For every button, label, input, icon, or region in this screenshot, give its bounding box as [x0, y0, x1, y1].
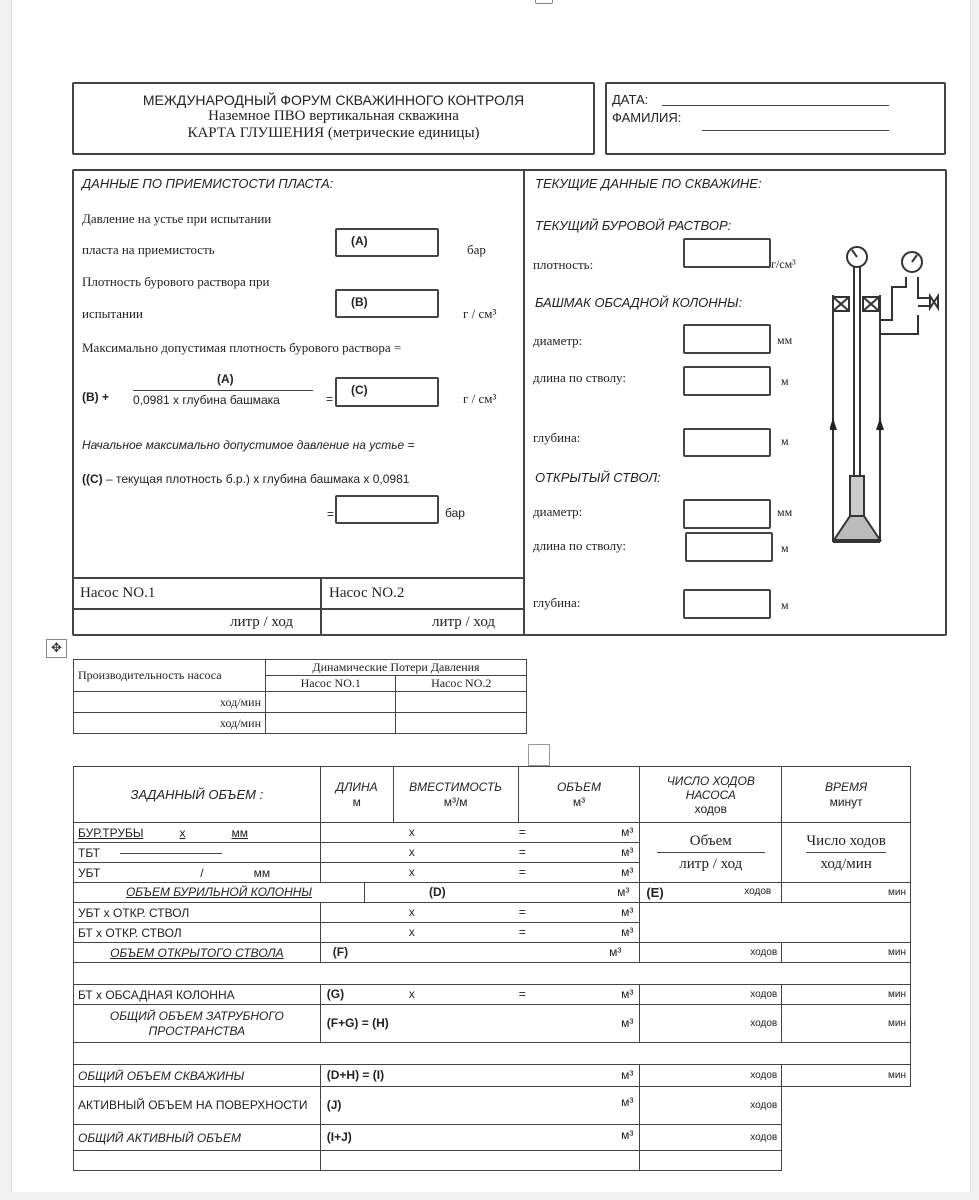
hwdp-label: ТБТ: [78, 845, 100, 860]
spr-p2-cell-1[interactable]: [396, 692, 527, 713]
table-row: [74, 903, 911, 923]
dc-oh-label: УБТ х ОТКР. СТВОЛ: [74, 903, 321, 923]
header-volume: ЗАДАННЫЙ ОБЪЕМ :: [74, 767, 321, 823]
frac-prefix: (B) +: [82, 390, 109, 404]
oh-vol-label: ОБЪЕМ ОТКРЫТОГО СТВОЛА: [74, 943, 321, 963]
dc-mm: мм: [253, 865, 271, 880]
dynamic-losses-header: Динамические Потери Давления: [266, 660, 527, 676]
pump1-output[interactable]: литр / ход: [230, 614, 294, 630]
oh-time[interactable]: мин: [782, 943, 911, 963]
density-label-1: Плотность бурового раствора при: [82, 274, 270, 289]
m3-unit: м³: [621, 1128, 634, 1142]
shoe-diameter-unit: мм: [777, 333, 793, 347]
header-capacity: [393, 767, 518, 823]
frac-equals: =: [326, 392, 334, 406]
current-mud-title: ТЕКУЩИЙ БУРОВОЙ РАСТВОР:: [535, 218, 732, 233]
eq-sign: =: [518, 825, 526, 839]
time-formula: [782, 823, 911, 883]
move-handle-icon[interactable]: ✥: [46, 639, 67, 658]
volume-table: [73, 766, 911, 1171]
dp-oh-calc[interactable]: [320, 923, 640, 943]
strokes-unit: ходов: [744, 886, 772, 897]
e-strokes[interactable]: [640, 883, 782, 903]
header-time: [782, 767, 911, 823]
well-time[interactable]: мин: [782, 1065, 911, 1087]
shoe-md-input[interactable]: [683, 366, 771, 396]
date-field[interactable]: [662, 105, 889, 106]
x-sign: x: [408, 825, 415, 839]
openhole-title: ОТКРЫТЫЙ СТВОЛ:: [535, 470, 661, 485]
pump1-label: Насос NO.1: [80, 585, 156, 601]
name-label: ФАМИЛИЯ:: [612, 110, 682, 125]
current-well-title: ТЕКУЩИЕ ДАННЫЕ ПО СКВАЖИНЕ:: [535, 176, 762, 191]
csg-time[interactable]: мин: [782, 985, 911, 1005]
well-vol-label: ОБЩИЙ ОБЪЕМ СКВАЖИНЫ: [74, 1065, 321, 1087]
strokes-formula: [640, 823, 782, 883]
ij-mark: (I+J): [326, 1130, 352, 1144]
spr-p1-cell-1[interactable]: [266, 692, 396, 713]
empty-cell: [782, 1151, 911, 1171]
eq-sign: =: [518, 865, 526, 879]
shoe-depth-label: глубина:: [533, 430, 581, 445]
empty-cell: [782, 1087, 911, 1125]
maasp-input[interactable]: [335, 495, 439, 524]
table-row: [74, 1043, 911, 1065]
name-field[interactable]: [702, 130, 889, 131]
oh-diameter-input[interactable]: [683, 499, 771, 529]
pump-divider: [320, 577, 322, 636]
table-row: [74, 1087, 911, 1125]
header-strokes: [640, 767, 782, 823]
spr-header: Производительность насоса: [74, 660, 266, 692]
mud-density-unit: г/см³: [771, 257, 796, 271]
dc-label: УБТ: [78, 865, 101, 880]
header-length: [320, 767, 393, 823]
oh-diameter-unit: мм: [777, 505, 793, 519]
mud-density-label: плотность:: [533, 257, 594, 272]
x-sign: x: [408, 905, 415, 919]
unit-gcm3: г / см³: [463, 306, 497, 321]
frac-denominator: 0,0981 х глубина башмака: [133, 393, 280, 407]
date-name-box: [605, 82, 946, 155]
density-label-2: испытании: [82, 306, 143, 321]
table-row: [74, 713, 527, 734]
table-row: [74, 985, 911, 1005]
m3-unit: м³: [621, 925, 634, 939]
header-length-label: ДЛИНА: [335, 779, 378, 794]
dp-csg-calc[interactable]: [320, 985, 640, 1005]
shoe-diameter-label: диаметр:: [533, 333, 583, 348]
shoe-title: БАШМАК ОБСАДНОЙ КОЛОННЫ:: [535, 295, 743, 310]
maasp-equals: =: [327, 507, 335, 521]
m3-unit: м³: [617, 885, 630, 899]
shoe-md-unit: м: [781, 374, 789, 388]
x-sign: x: [408, 845, 415, 859]
max-density-label: Максимально допустимая плотность бурового раствора =: [82, 340, 402, 355]
eq-sign: =: [518, 987, 526, 1001]
table-row: [74, 1065, 911, 1087]
f-mark: (F): [332, 945, 349, 959]
blank-cell: [74, 1151, 321, 1171]
total-active-label: ОБЩИЙ АКТИВНЫЙ ОБЪЕМ: [74, 1125, 321, 1151]
pump-mid-line: [72, 608, 524, 610]
frac-numerator: (A): [217, 372, 234, 386]
h-mark: (F+G) = (H): [326, 1016, 389, 1030]
dp-oh-label: БТ х ОТКР. СТВОЛ: [74, 923, 321, 943]
title-box: [72, 82, 595, 155]
table-row: [74, 692, 527, 713]
dp-label: БУР.ТРУБЫ: [78, 825, 144, 840]
dc-slash: /: [200, 865, 204, 880]
shoe-depth-unit: м: [781, 434, 789, 448]
unit-bar: бар: [467, 242, 486, 257]
pump2-label: Насос NO.2: [329, 585, 405, 601]
dp-csg-label: БТ х ОБСАДНАЯ КОЛОННА: [74, 985, 321, 1005]
hwdp-blank-line[interactable]: [120, 853, 222, 854]
table-row: [74, 883, 911, 903]
header-time-label: ВРЕМЯ: [825, 779, 868, 794]
active-strokes[interactable]: ходов: [640, 1087, 782, 1125]
m3-unit: м³: [621, 1016, 634, 1030]
g-mark: (G): [326, 987, 345, 1001]
oh-strokes[interactable]: ходов: [640, 943, 782, 963]
oh-diameter-label: диаметр:: [533, 504, 583, 519]
strokes-formula-num: Объем: [657, 830, 765, 853]
mud-density-input[interactable]: [683, 238, 771, 268]
m3-unit: м³: [621, 1095, 634, 1109]
csg-strokes[interactable]: ходов: [640, 985, 782, 1005]
x-sign: x: [408, 925, 415, 939]
lot-density-input-b[interactable]: (B): [335, 289, 439, 318]
empty-cell: [782, 1125, 911, 1151]
x-sign: x: [408, 865, 415, 879]
spr-rate-1[interactable]: ход/мин: [74, 692, 266, 713]
annulus-strokes[interactable]: ходов: [640, 1005, 782, 1043]
panel-divider: [523, 169, 525, 636]
blank-cell: [640, 1151, 782, 1171]
maasp-label: Начальное максимально допустимое давление на устье =: [82, 438, 415, 452]
blank-cell: [640, 903, 911, 943]
unit-gcm3-c: г / см³: [463, 391, 497, 406]
annulus-calc[interactable]: [320, 1005, 640, 1043]
oh-vol-calc[interactable]: [320, 943, 640, 963]
header-capacity-label: ВМЕСТИМОСТЬ: [409, 779, 503, 794]
fraction-bar: [133, 390, 313, 391]
well-strokes[interactable]: ходов: [640, 1065, 782, 1087]
table-row: [74, 1151, 911, 1171]
hwdp-label-cell: [74, 843, 321, 863]
shoe-diameter-input[interactable]: [683, 324, 771, 354]
annulus-label: ОБЩИЙ ОБЪЕМ ЗАТРУБНОГО ПРОСТРАНСТВА: [74, 1005, 321, 1043]
oh-md-input[interactable]: [685, 532, 773, 562]
spr-rate-2[interactable]: ход/мин: [74, 713, 266, 734]
drillstring-label: ОБЪЕМ БУРИЛЬНОЙ КОЛОННЫ: [125, 885, 313, 899]
header-vol-unit: м³: [572, 794, 586, 809]
header-time-unit: минут: [829, 794, 863, 809]
table-row: [74, 943, 911, 963]
hwdp-calc[interactable]: [320, 843, 640, 863]
spr-pump2-header: Насос NO.2: [396, 676, 527, 692]
j-mark: (J): [326, 1098, 342, 1112]
header-vol-label: ОБЪЕМ: [556, 779, 601, 794]
spr-p1-cell-2[interactable]: [266, 713, 396, 734]
header-capacity-unit: м³/м: [443, 794, 468, 809]
subtitle: Наземное ПВО вертикальная скважина: [208, 108, 459, 124]
header-strokes-label: ЧИСЛО ХОДОВ НАСОСА: [666, 773, 755, 802]
oh-depth-label: глубина:: [533, 595, 581, 610]
active-label: АКТИВНЫЙ ОБЪЕМ НА ПОВЕРХНОСТИ: [74, 1087, 321, 1125]
oh-depth-input[interactable]: [683, 589, 771, 619]
e-mark: (E): [646, 885, 664, 900]
dp-label-cell: [74, 823, 321, 843]
oh-depth-unit: м: [781, 598, 789, 612]
dp-calc[interactable]: [320, 823, 640, 843]
well-schematic-icon: [830, 240, 940, 555]
dc-label-cell: [74, 863, 321, 883]
maasp-formula: [82, 472, 409, 486]
e-time[interactable]: мин: [782, 883, 911, 903]
table-cell-marker: [528, 744, 550, 766]
m3-unit: м³: [621, 905, 634, 919]
dc-oh-calc[interactable]: [320, 903, 640, 923]
total-active-strokes[interactable]: ходов: [640, 1125, 782, 1151]
time-formula-num: Число ходов: [806, 830, 885, 853]
eq-sign: =: [518, 925, 526, 939]
table-row: [74, 823, 911, 843]
oh-md-unit: м: [781, 541, 789, 555]
max-density-input-c[interactable]: (C): [335, 377, 439, 407]
header-length-unit: м: [352, 794, 361, 809]
total-active-calc[interactable]: [320, 1125, 640, 1151]
m3-unit: м³: [621, 1068, 634, 1082]
active-calc[interactable]: [320, 1087, 640, 1125]
date-label: ДАТА:: [612, 92, 649, 107]
oh-md-label: длина по стволу:: [533, 538, 626, 553]
dp-mm: мм: [231, 825, 248, 840]
drillstring-divider: [364, 882, 365, 903]
maasp-formula-c: ((C): [82, 472, 103, 486]
forum-title: МЕЖДУНАРОДНЫЙ ФОРУМ СКВАЖИННОГО КОНТРОЛЯ: [142, 92, 525, 108]
shoe-md-label: длина по стволу:: [533, 370, 626, 385]
table-row: [74, 963, 911, 985]
m3-unit: м³: [621, 825, 634, 839]
card-title-main: КАРТА ГЛУШЕНИЯ: [187, 125, 325, 141]
m3-unit: м³: [609, 945, 622, 959]
drillstring-row[interactable]: [74, 883, 640, 903]
annulus-time[interactable]: мин: [782, 1005, 911, 1043]
spacer-row: [74, 1043, 911, 1065]
eq-sign: =: [518, 845, 526, 859]
i-mark: (D+H) = (I): [326, 1068, 385, 1082]
card-title: [74, 125, 593, 142]
maasp-unit: бар: [445, 506, 465, 520]
lot-pressure-input-a[interactable]: (A): [335, 228, 439, 257]
spr-pump1-header: Насос NO.1: [266, 676, 396, 692]
blank-cell: [320, 1151, 640, 1171]
pressure-label-2: пласта на приемистость: [82, 242, 215, 257]
table-row: [74, 1005, 911, 1043]
maasp-formula-rest: – текущая плотность б.р.) х глубина башмака х 0,0981: [102, 472, 410, 486]
dc-calc[interactable]: [320, 863, 640, 883]
time-formula-den: ход/мин: [820, 856, 872, 872]
pump2-output[interactable]: литр / ход: [432, 614, 496, 630]
pump-top-line: [72, 577, 524, 579]
m3-unit: м³: [621, 865, 634, 879]
spr-p2-cell-2[interactable]: [396, 713, 527, 734]
shoe-depth-input[interactable]: [683, 428, 771, 457]
dp-x: x: [179, 825, 186, 840]
table-row: [74, 1125, 911, 1151]
pressure-label-1: Давление на устье при испытании: [82, 211, 272, 226]
card-title-units: (метрические единицы): [324, 125, 480, 141]
lot-title: ДАННЫЕ ПО ПРИЕМИСТОСТИ ПЛАСТА:: [82, 176, 334, 191]
strokes-formula-den: литр / ход: [679, 856, 743, 872]
header-strokes-unit: ходов: [694, 801, 727, 816]
m3-unit: м³: [621, 845, 634, 859]
header-vol: [518, 767, 640, 823]
slow-pump-rate-table: [73, 659, 527, 734]
well-vol-calc[interactable]: [320, 1065, 640, 1087]
m3-unit: м³: [621, 987, 634, 1001]
page-marker: [535, 0, 553, 4]
spacer-row: [74, 963, 911, 985]
d-mark: (D): [429, 885, 446, 899]
eq-sign: =: [518, 905, 526, 919]
x-sign: x: [408, 987, 415, 1001]
